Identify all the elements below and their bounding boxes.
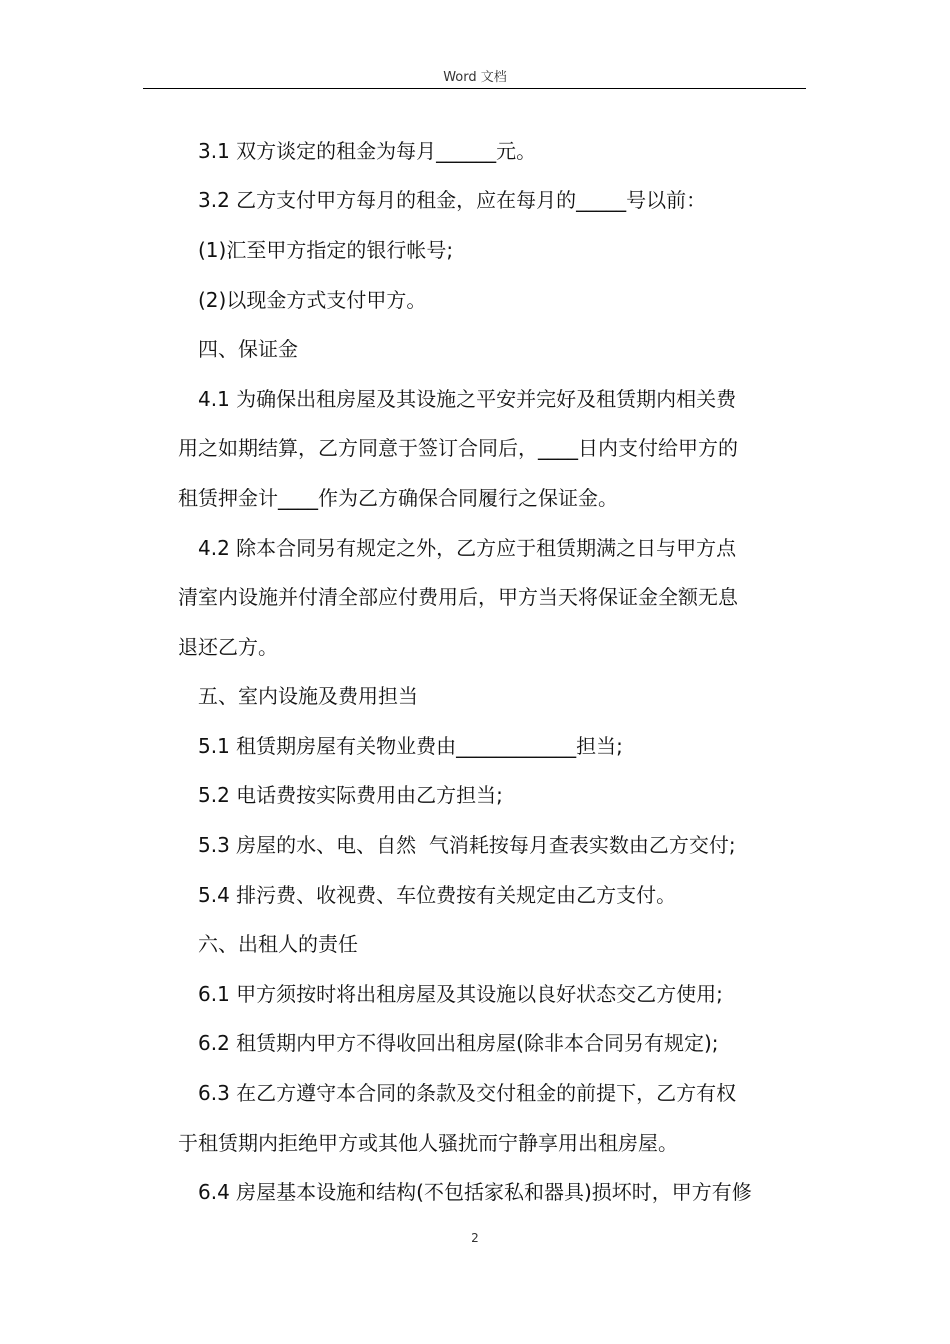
header-divider xyxy=(143,88,806,89)
paragraph-line: 6.1 甲方须按时将出租房屋及其设施以良好状态交乙方使用; xyxy=(178,982,723,1006)
page-number: 2 xyxy=(471,1231,479,1245)
paragraph-line: 3.1 双方谈定的租金为每月______元。 xyxy=(178,139,537,163)
paragraph-line: 6.3 在乙方遵守本合同的条款及交付租金的前提下，乙方有权 xyxy=(178,1081,737,1105)
paragraph-line: 租赁押金计____作为乙方确保合同履行之保证金。 xyxy=(178,486,618,510)
paragraph-line: 6.4 房屋基本设施和结构(不包括家私和器具)损坏时，甲方有修 xyxy=(178,1180,752,1204)
paragraph-line: 5.1 租赁期房屋有关物业费由____________担当; xyxy=(178,734,623,758)
paragraph-line: 5.4 排污费、收视费、车位费按有关规定由乙方支付。 xyxy=(178,883,677,907)
section-heading: 六、出租人的责任 xyxy=(178,932,358,956)
document-header-title: Word 文档 xyxy=(443,70,507,85)
paragraph-line: 6.2 租赁期内甲方不得收回出租房屋(除非本合同另有规定); xyxy=(178,1031,719,1055)
paragraph-line: 3.2 乙方支付甲方每月的租金，应在每月的_____号以前： xyxy=(178,188,707,212)
paragraph-line: 于租赁期内拒绝甲方或其他人骚扰而宁静享用出租房屋。 xyxy=(178,1131,678,1155)
paragraph-line: 5.3 房屋的水、电、自然 气消耗按每月查表实数由乙方交付; xyxy=(178,833,736,857)
paragraph-line: (1)汇至甲方指定的银行帐号; xyxy=(178,238,454,262)
paragraph-line: 退还乙方。 xyxy=(178,635,278,659)
section-heading: 四、保证金 xyxy=(178,337,298,361)
paragraph-line: 4.1 为确保出租房屋及其设施之平安并完好及租赁期内相关费 xyxy=(178,387,737,411)
section-heading: 五、室内设施及费用担当 xyxy=(178,684,418,708)
paragraph-line: 用之如期结算，乙方同意于签订合同后，____日内支付给甲方的 xyxy=(178,436,738,460)
paragraph-line: (2)以现金方式支付甲方。 xyxy=(178,288,427,312)
paragraph-line: 5.2 电话费按实际费用由乙方担当; xyxy=(178,783,503,807)
paragraph-line: 4.2 除本合同另有规定之外，乙方应于租赁期满之日与甲方点 xyxy=(178,536,737,560)
paragraph-line: 清室内设施并付清全部应付费用后，甲方当天将保证金全额无息 xyxy=(178,585,738,609)
